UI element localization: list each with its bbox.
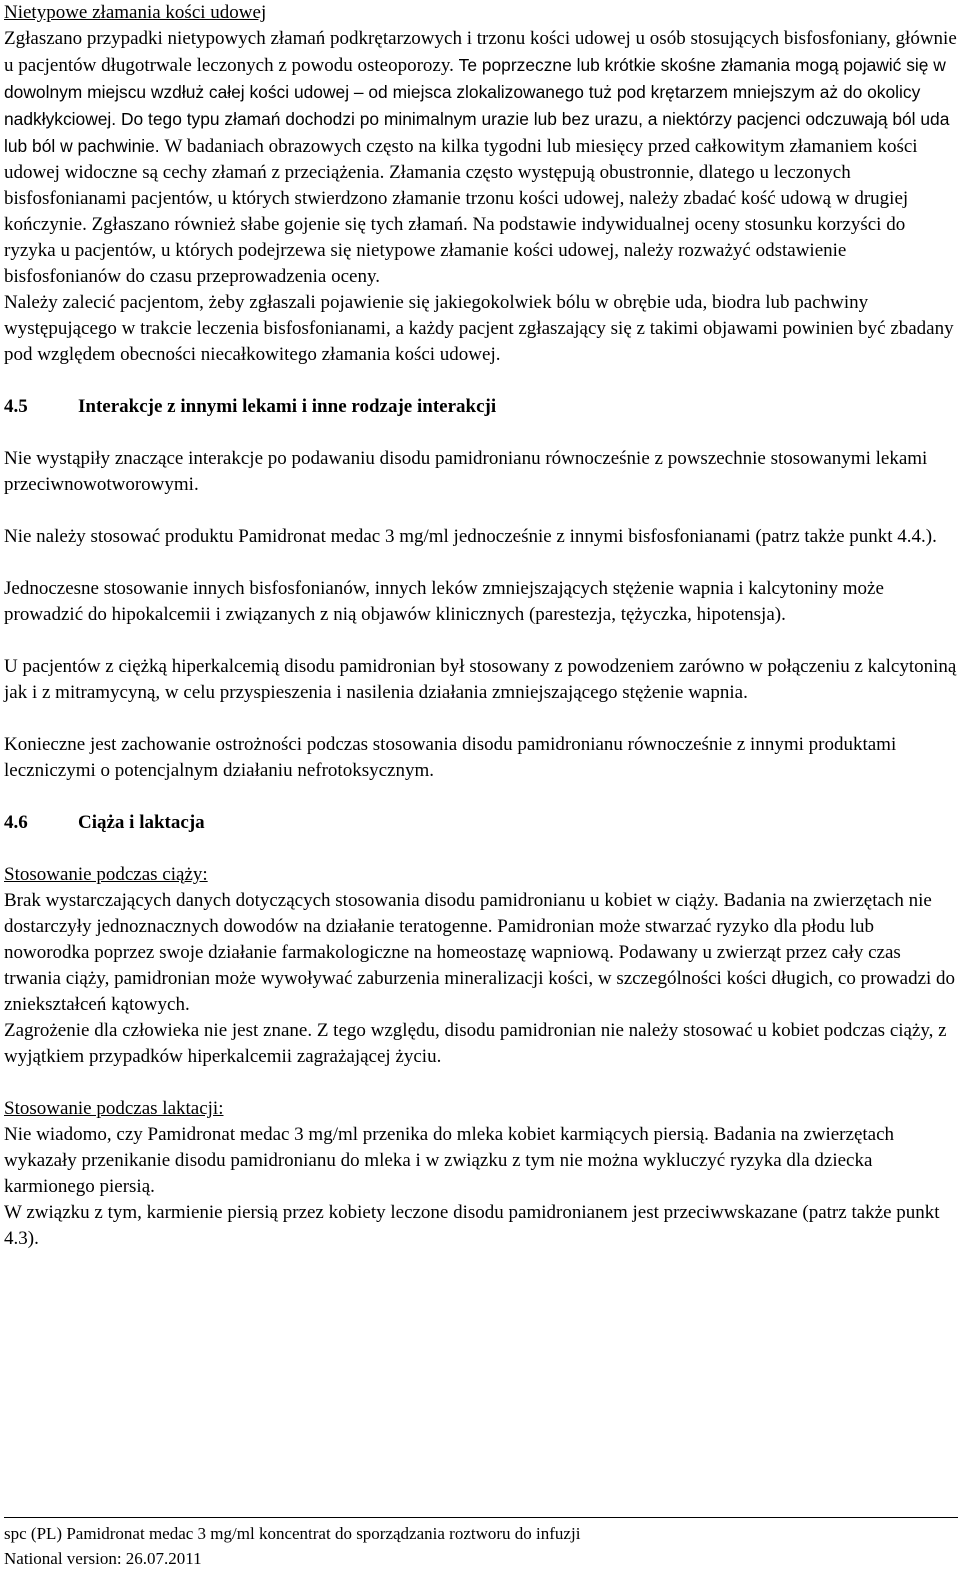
paragraph-text: Zgłaszano przypadki nietypowych złamań podkrętarzowych i trzonu kości udowej u osób stosujących bisfosfoniany, głównie u pacjentów długotrwale leczonych z powodu osteoporozy. (4, 28, 957, 76)
footer-version: National version: 26.07.2011 (4, 1549, 202, 1568)
section-heading-4-5 (4, 394, 958, 420)
paragraph-text: Na podstawie indywidualnej oceny stosunku korzyści do ryzyka u pacjentów, u których podejrzewa się nietypowe złamanie kości udowej, należy rozważyć odstawienie bisfosfonianów do czasu przeprowadzenia oceny. (4, 214, 906, 287)
section-subtitle (4, 0, 958, 26)
paragraph: Nie wiadomo, czy Pamidronat medac 3 mg/ml przenika do mleka kobiet karmiących piersią. Badania na zwierzętach wykazały przenikanie disodu pamidronianu do mleka i w związku z tym nie można wykluczyć ryzyka dla dziecka karmionego piersią. (4, 1124, 895, 1197)
paragraph-text: Te poprzeczne lub krótkie skośne złamania mogą pojawić się w dowolnym miejscu wzdłuż całej kości udowej – od miejsca zlokalizowanego tuż pod krętarzem mniejszym aż do okolicy nadkłykciowej. Do tego typu złamań dochodzi po minimalnym urazie lub bez urazu, a niektórzy pacjenci odczuwają ból uda lub ból w pachwinie. (4, 55, 950, 156)
subheading-text: Stosowanie podczas ciąży: (4, 864, 208, 885)
section-heading-4-6 (4, 810, 958, 836)
atypical-fracture-title: Nietypowe złamania kości udowej (4, 2, 267, 23)
atypical-fracture-section (4, 0, 958, 368)
paragraph (4, 26, 958, 290)
paragraph: Brak wystarczających danych dotyczących stosowania disodu pamidronianu u kobiet w ciąży. Badania na zwierzętach nie dostarczyły jednoznacznych dowodów na działanie teratogenne. Pamidronian może stwarzać ryzyko dla płodu lub noworodka poprzez swoje działanie farmakologiczne na homeostazę wapniową. Podawany u zwierząt przez cały czas trwania ciąży, pamidronian może wywoływać zaburzenia mineralizacji kości, w szczególności kości długich, co prowadzi do zniekształceń kątowych. (4, 890, 956, 1015)
paragraph: W związku z tym, karmienie piersią przez kobiety leczone disodu pamidronianem jest przeciwwskazane (patrz także punkt 4.3). (4, 1202, 940, 1249)
section-title: Ciąża i laktacja (78, 812, 205, 833)
paragraph: Należy zalecić pacjentom, żeby zgłaszali pojawienie się jakiegokolwiek bólu w obrębie uda, biodra lub pachwiny występującego w trakcie leczenia bisfosfonianami, a każdy pacjent zgłaszający się z takimi objawami powinien być zbadany pod względem obecności niecałkowitego złamania kości udowej. (4, 292, 954, 365)
footer-document-title: spc (PL) Pamidronat medac 3 mg/ml koncentrat do sporządzania roztworu do infuzji (4, 1524, 581, 1543)
page-footer (4, 1517, 958, 1571)
subheading-pregnancy (4, 862, 958, 888)
paragraph: U pacjentów z ciężką hiperkalcemią disodu pamidronian był stosowany z powodzeniem zarówno w połączeniu z kalcytoniną jak i z mitramycyną, w celu przyspieszenia i nasilenia działania zmniejszającego stężenie wapnia. (4, 656, 957, 703)
section-number: 4.6 (4, 812, 28, 833)
subheading-lactation (4, 1096, 958, 1122)
paragraph: Zagrożenie dla człowieka nie jest znane. Z tego względu, disodu pamidronian nie należy stosować u kobiet podczas ciąży, z wyjątkiem przypadków hiperkalcemii zagrażającej życiu. (4, 1020, 947, 1067)
subheading-text: Stosowanie podczas laktacji: (4, 1098, 224, 1119)
paragraph: Jednoczesne stosowanie innych bisfosfonianów, innych leków zmniejszających stężenie wapnia i kalcytoniny może prowadzić do hipokalcemii i związanych z nią objawów klinicznych (parestezja, tężyczka, hipotensja). (4, 578, 884, 625)
section-number: 4.5 (4, 396, 28, 417)
document-page (4, 0, 958, 1252)
section-title: Interakcje z innymi lekami i inne rodzaje interakcji (78, 396, 497, 417)
paragraph-text: Złamania często występują obustronnie, dlatego u leczonych bisfosfonianami pacjentów, u których stwierdzono złamanie trzonu kości udowej, należy zbadać kość udową w drugiej kończynie. Zgłaszano również słabe gojenie się tych złamań. (4, 162, 909, 235)
paragraph: Nie należy stosować produktu Pamidronat medac 3 mg/ml jednocześnie z innymi bisfosfonianami (patrz także punkt 4.4.). (4, 526, 937, 547)
paragraph: Konieczne jest zachowanie ostrożności podczas stosowania disodu pamidronianu równocześnie z innymi produktami leczniczymi o potencjalnym działaniu nefrotoksycznym. (4, 734, 897, 781)
paragraph-text: W badaniach obrazowych często na kilka tygodni lub miesięcy przed całkowitym złamaniem kości udowej widoczne są cechy złamań z przeciążenia. (4, 136, 918, 183)
paragraph: Nie wystąpiły znaczące interakcje po podawaniu disodu pamidronianu równocześnie z powszechnie stosowanymi lekami przeciwnowotworowymi. (4, 448, 928, 495)
